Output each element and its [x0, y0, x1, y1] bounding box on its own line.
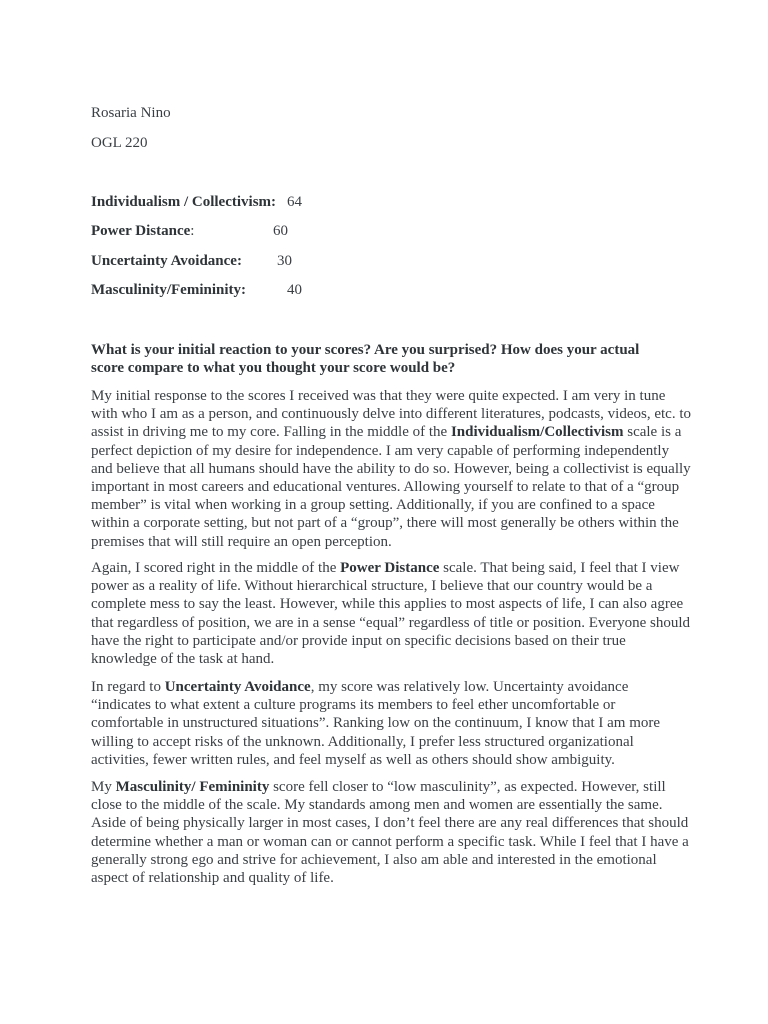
paragraph-power-distance — [91, 559, 691, 668]
paragraph-text: My initial response to the scores I received was that they were quite expected. I am very in tune with who I am as a person, and continuously delve into different literatures, podcasts, videos, etc. to assist in driving me to my core. Falling in the middle of the — [91, 388, 691, 441]
score-value: 40 — [287, 282, 302, 298]
paragraph-masculinity-femininity — [91, 778, 691, 887]
paragraph-emphasis: Individualism/Collectivism — [450, 424, 624, 441]
score-value: 60 — [273, 223, 288, 239]
score-value: 64 — [287, 194, 302, 210]
score-row-individualism — [91, 193, 302, 211]
paragraph-text: My — [91, 779, 116, 795]
paragraph-text: scale. That being said, I feel that I view power as a reality of life. Without hierarchical structure, I believe that our country would be a complete mess to say the least. However, while this applies to most aspects of life, I can also agree that regardless of position, we are in a sense “equal” regardless of title or position. Everyone should have the right to participate and/or provide input on specific decisions based on their true knowledge of the task at hand. — [91, 560, 690, 668]
score-label-suffix: : — [190, 223, 195, 239]
paragraph-emphasis: Power Distance — [340, 560, 440, 576]
paragraph-text: , my score was relatively low. Uncertainty avoidance “indicates to what extent a culture programs its members to feel ether uncomfortable or comfortable in unstructured situations”. Ranking low on the continuum, I know that I am more willing to accept risks of the unknown. Additionally, I prefer less structured organizational activities, fewer written rules, and feel myself as well as others should show ambiguity. — [91, 679, 661, 768]
author-name: Rosaria Nino — [91, 105, 171, 121]
paragraph-emphasis: Uncertainty Avoidance — [164, 679, 311, 695]
question-heading: What is your initial reaction to your scores? Are you surprised? How does your actual score compare to what you thought your score would be? — [91, 342, 640, 376]
paragraph-text: In regard to — [91, 679, 165, 695]
paragraph-individualism — [91, 387, 691, 551]
score-label: Power Distance — [91, 223, 191, 239]
score-row-power-distance — [91, 222, 288, 240]
course-code: OGL 220 — [91, 135, 148, 151]
paragraph-text: scale is a perfect depiction of my desire for independence. I am very capable of performing independently and believe that all humans should have the ability to do so. However, being a collectivist is equally important in most careers and educational ventures. Allowing yourself to relate to that of a “group member” is vital when working in a group setting. Additionally, if you are confined to a space within a corporate setting, but not part of a “group”, there will most generally be others within the premises that will still require an open perception. — [91, 424, 691, 550]
paragraph-text: Again, I scored right in the middle of the — [91, 560, 341, 576]
paragraph-text: score fell closer to “low masculinity”, as expected. However, still close to the middle of the scale. My standards among men and women are essentially the same. Aside of being physically larger in most cases, I don’t feel there are any real differences that should determine whether a man or woman can or cannot perform a specific task. While I feel that I have a generally strong ego and strive for achievement, I also am able and interested in the emotional aspect of relationship and quality of life. — [91, 779, 689, 887]
score-label: Individualism / Collectivism: — [91, 194, 277, 210]
score-row-uncertainty-avoidance — [91, 252, 292, 270]
score-label: Masculinity/Femininity: — [91, 282, 246, 298]
paragraph-uncertainty-avoidance — [91, 678, 691, 769]
score-label: Uncertainty Avoidance: — [91, 253, 242, 269]
score-value: 30 — [277, 253, 292, 269]
paragraph-emphasis: Masculinity/ Femininity — [115, 779, 270, 795]
score-row-masculinity-femininity — [91, 281, 302, 299]
